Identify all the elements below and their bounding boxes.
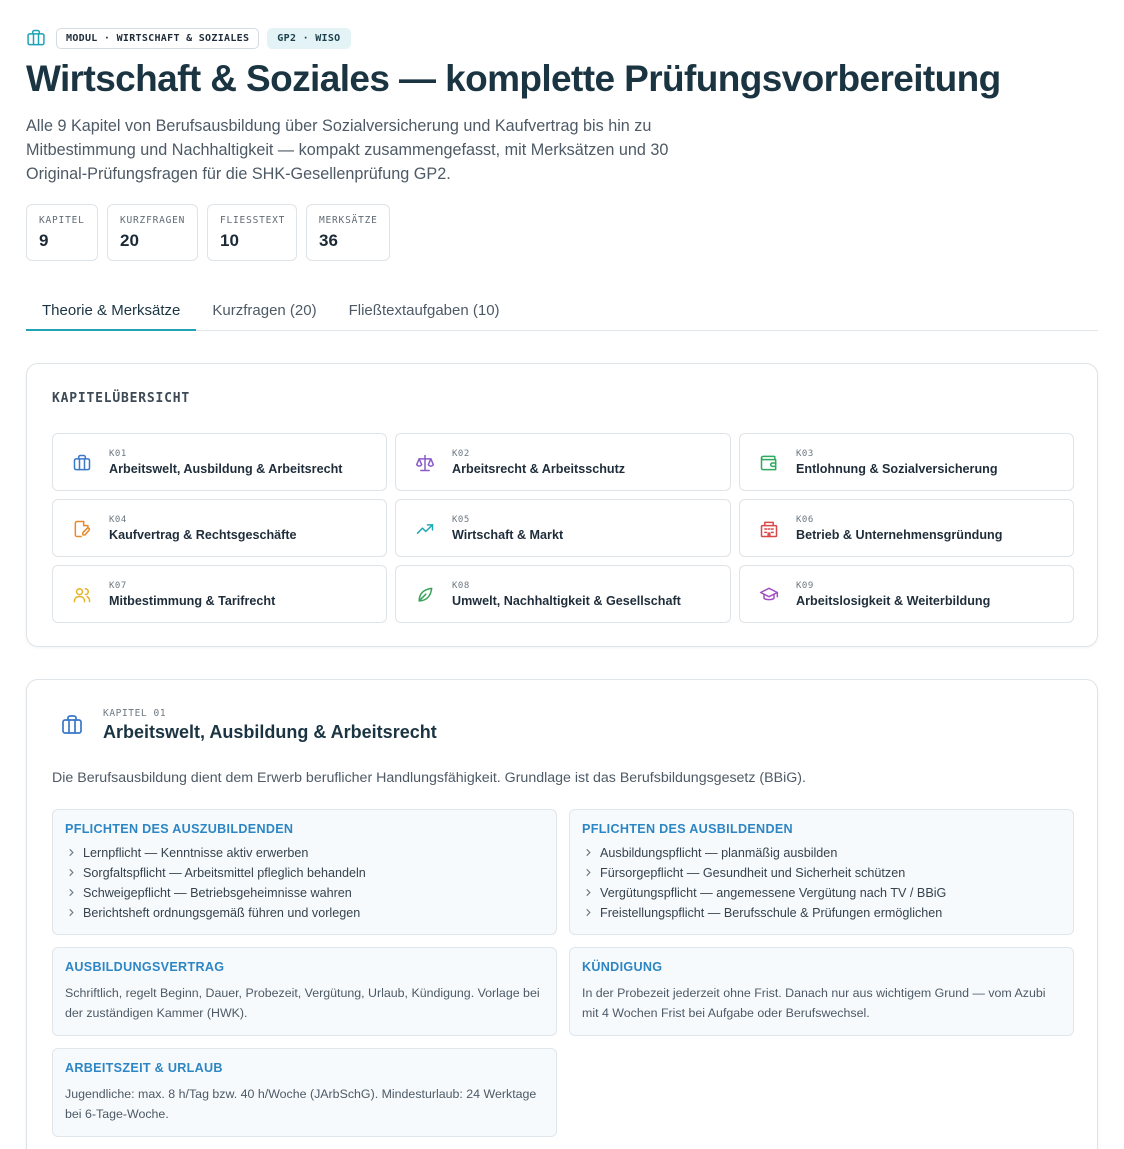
chapter-card-k05[interactable] [395, 499, 731, 557]
tab-kurzfragen[interactable]: Kurzfragen (20) [212, 302, 317, 319]
module-header-line [26, 27, 351, 49]
chapter-card-k07[interactable] [52, 565, 387, 623]
overview-title: KAPITELÜBERSICHT [52, 391, 191, 406]
tab-fliesstext[interactable]: Fließtextaufgaben (10) [348, 302, 500, 319]
chapter-card-k02[interactable] [395, 433, 731, 491]
chapter-card-k08[interactable] [395, 565, 731, 623]
stat-fliesstext [207, 204, 297, 261]
chapter-name: Mitbestimmung & Tarifrecht [109, 594, 276, 608]
list-item [65, 883, 544, 903]
chapter-name: Arbeitslosigkeit & Weiterbildung [796, 594, 991, 608]
box-ausbildungsvertrag [52, 947, 557, 1036]
box-title: PFLICHTEN DES AUSBILDENDEN [582, 822, 793, 836]
box-list [65, 843, 544, 923]
chapter-card-k04[interactable] [52, 499, 387, 557]
stat-value: 36 [319, 231, 338, 250]
box-text: Jugendliche: max. 8 h/Tag bzw. 40 h/Woche (JArbSchG). Mindesturlaub: 24 Werktage bei 6-Tage-Woche. [65, 1087, 537, 1121]
chapter-name: Betrieb & Unternehmensgründung [796, 528, 1003, 542]
chapter-grid [52, 433, 1074, 623]
stat-value: 10 [220, 231, 239, 250]
stat-label: KURZFRAGEN [120, 215, 186, 226]
box-title: AUSBILDUNGSVERTRAG [65, 960, 225, 974]
chevron-right-icon [67, 888, 76, 897]
list-item [65, 863, 544, 883]
graduation-cap-icon [759, 585, 779, 605]
list-item [582, 903, 1061, 923]
list-item [65, 903, 544, 923]
list-item [65, 843, 544, 863]
chevron-right-icon [584, 888, 593, 897]
exam-chip: GP2 · WISO [267, 28, 350, 49]
stat-label: FLIESSTEXT [220, 215, 286, 226]
list-item-text: Berichtsheft ordnungsgemäß führen und vorlegen [83, 906, 361, 920]
list-item [582, 863, 1061, 883]
box-title: KÜNDIGUNG [582, 960, 663, 974]
stat-value: 20 [120, 231, 139, 250]
chapter-number: K06 [796, 515, 814, 525]
stat-merksaetze [306, 204, 390, 261]
box-pflichten-ausbilder [569, 809, 1074, 935]
box-title: ARBEITSZEIT & URLAUB [65, 1061, 223, 1075]
chapter-name: Arbeitswelt, Ausbildung & Arbeitsrecht [109, 462, 343, 476]
chevron-right-icon [67, 908, 76, 917]
chevron-right-icon [584, 908, 593, 917]
wallet-icon [759, 453, 779, 473]
page-lead: Alle 9 Kapitel von Berufsausbildung über Sozialversicherung und Kaufvertrag bis hin zu Mitbestimmung und Nachhaltigkeit — kompakt zusammengefasst, mit Merksätzen und 30 Original-Prüfungsfragen für die SHK-Gesellenprüfung GP2. [26, 117, 669, 183]
page-title: Wirtschaft & Soziales — komplette Prüfungsvorbereitung [26, 58, 1001, 99]
list-item-text: Lernpflicht — Kenntnisse aktiv erwerben [83, 846, 309, 860]
box-kuendigung [569, 947, 1074, 1036]
list-item [582, 883, 1061, 903]
tab-theorie[interactable]: Theorie & Merksätze [26, 293, 196, 331]
chapter-name: Kaufvertrag & Rechtsgeschäfte [109, 528, 297, 542]
list-item-text: Sorgfaltspflicht — Arbeitsmittel pfleglich behandeln [83, 866, 366, 880]
briefcase-icon [26, 28, 46, 48]
box-text: Schriftlich, regelt Beginn, Dauer, Probezeit, Vergütung, Urlaub, Kündigung. Vorlage bei der zuständigen Kammer (HWK). [65, 986, 540, 1020]
chapter-card-k09[interactable] [739, 565, 1074, 623]
stat-kapitel [26, 204, 98, 261]
trending-up-icon [415, 519, 435, 539]
list-item-text: Freistellungspflicht — Berufsschule & Prüfungen ermöglichen [600, 906, 943, 920]
chapter-intro: Die Berufsausbildung dient dem Erwerb beruflicher Handlungsfähigkeit. Grundlage ist das Berufsbildungsgesetz (BBiG). [52, 770, 806, 786]
chapter-01-card [26, 679, 1098, 1149]
leaf-icon [415, 585, 435, 605]
chapter-name: Wirtschaft & Markt [452, 528, 564, 542]
scale-icon [415, 453, 435, 473]
chapter-name: Umwelt, Nachhaltigkeit & Gesellschaft [452, 594, 681, 608]
chapter-name: Arbeitsrecht & Arbeitsschutz [452, 462, 626, 476]
module-chip: MODUL · WIRTSCHAFT & SOZIALES [56, 28, 259, 49]
chapter-number: K08 [452, 581, 470, 591]
list-item-text: Fürsorgepflicht — Gesundheit und Sicherheit schützen [600, 866, 906, 880]
chapter-card-k01[interactable] [52, 433, 387, 491]
list-item [582, 843, 1061, 863]
chapter-label: KAPITEL 01 [103, 708, 167, 719]
list-item-text: Ausbildungspflicht — planmäßig ausbilden [600, 846, 838, 860]
stat-label: MERKSÄTZE [319, 215, 378, 226]
stat-kurzfragen [107, 204, 198, 261]
list-item-text: Vergütungspflicht — angemessene Vergütung nach TV / BBiG [600, 886, 947, 900]
box-pflichten-azubi [52, 809, 557, 935]
stats-row [26, 204, 390, 261]
chapter-number: K04 [109, 515, 127, 525]
chapter-number: K02 [452, 449, 470, 459]
chapter-number: K09 [796, 581, 814, 591]
box-title: PFLICHTEN DES AUSZUBILDENDEN [65, 822, 294, 836]
chevron-right-icon [584, 848, 593, 857]
chapter-number: K03 [796, 449, 814, 459]
users-icon [72, 585, 92, 605]
tab-bar [26, 293, 1098, 331]
box-list [582, 843, 1061, 923]
chapter-overview-card [26, 363, 1098, 647]
box-arbeitszeit-urlaub [52, 1048, 557, 1137]
briefcase-icon [72, 453, 92, 473]
stat-value: 9 [39, 231, 49, 250]
chapter-number: K07 [109, 581, 127, 591]
chevron-right-icon [67, 848, 76, 857]
chapter-name: Entlohnung & Sozialversicherung [796, 462, 998, 476]
briefcase-icon [60, 713, 84, 737]
chapter-number: K05 [452, 515, 470, 525]
chapter-card-k03[interactable] [739, 433, 1074, 491]
box-text: In der Probezeit jederzeit ohne Frist. Danach nur aus wichtigem Grund — vom Azubi mit 4 Wochen Frist bei Aufgabe oder Berufswechsel. [582, 986, 1046, 1020]
chevron-right-icon [584, 868, 593, 877]
chevron-right-icon [67, 868, 76, 877]
chapter-card-k06[interactable] [739, 499, 1074, 557]
stat-label: KAPITEL [39, 215, 85, 226]
edit-document-icon [72, 519, 92, 539]
list-item-text: Schweigepflicht — Betriebsgeheimnisse wahren [83, 886, 352, 900]
building-icon [759, 519, 779, 539]
chapter-title: Arbeitswelt, Ausbildung & Arbeitsrecht [103, 722, 437, 742]
chapter-number: K01 [109, 449, 127, 459]
